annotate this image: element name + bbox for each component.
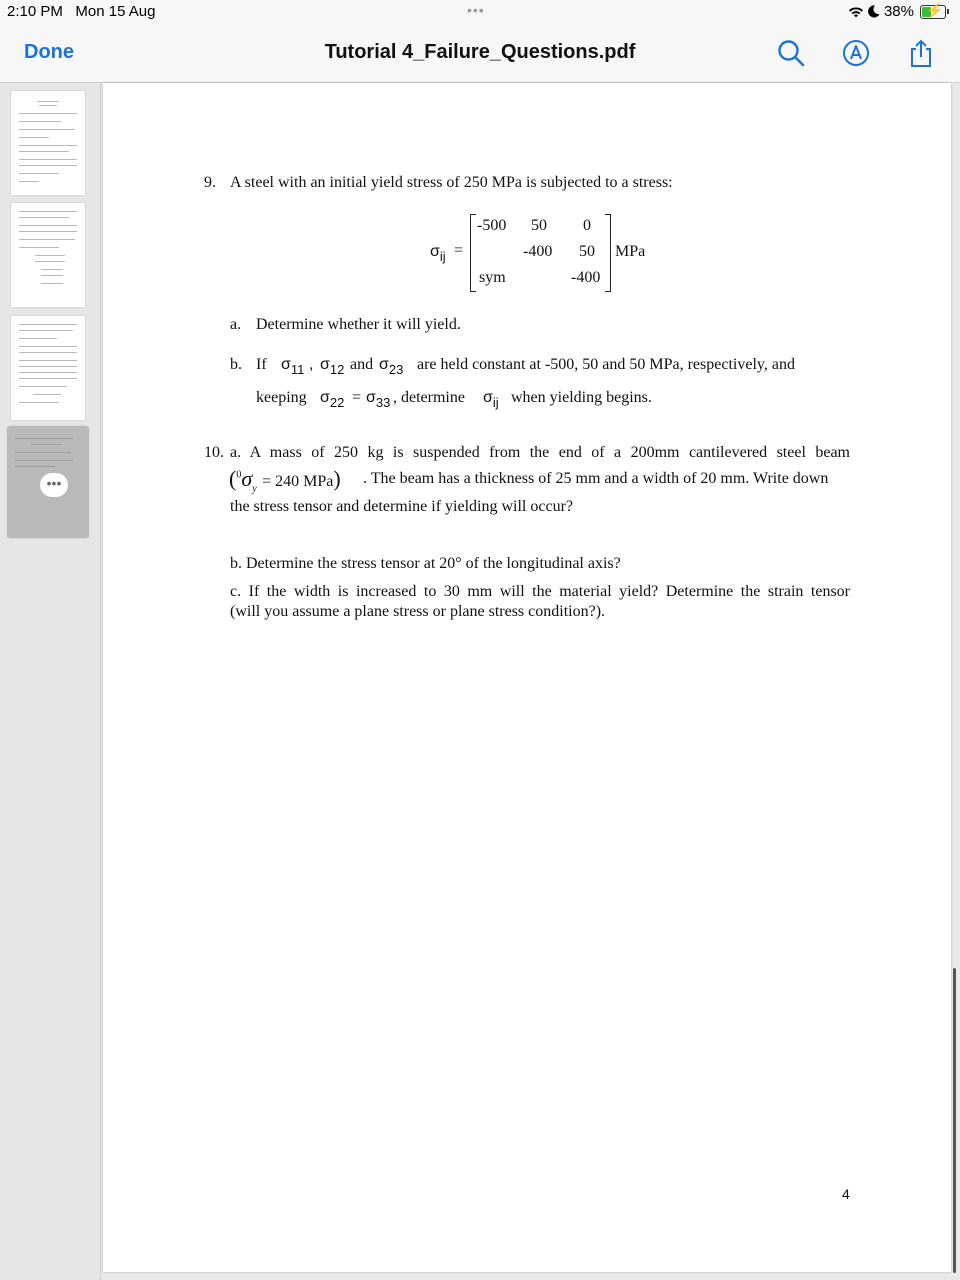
matrix-cell: -500 bbox=[477, 217, 507, 234]
sigma-33: $\sigma_{33}$ bbox=[366, 389, 391, 410]
page-thumbnail[interactable] bbox=[11, 203, 85, 307]
pdf-page bbox=[103, 83, 951, 1272]
q9a-label: a. bbox=[230, 316, 242, 333]
page-number: 4 bbox=[842, 1186, 850, 1202]
q9b-determine: , determine bbox=[393, 389, 465, 406]
q9b-keeping: keeping bbox=[256, 389, 307, 406]
page-thumbnail[interactable] bbox=[11, 91, 85, 195]
matrix-left-bracket bbox=[470, 214, 476, 292]
q9b-if: If bbox=[256, 356, 267, 373]
q9b-equals: = bbox=[352, 389, 362, 406]
q10a-line1: a. A mass of 250 kg is suspended from the end of a 200mm cantilevered steel beam bbox=[230, 444, 850, 461]
q9b-when: when yielding begins. bbox=[511, 389, 652, 406]
more-options-button[interactable]: ••• bbox=[40, 473, 68, 497]
q9a-text: Determine whether it will yield. bbox=[256, 316, 461, 333]
matrix-right-bracket bbox=[605, 214, 611, 292]
matrix-cell: 0 bbox=[583, 217, 591, 234]
matrix-cell: 50 bbox=[579, 243, 595, 260]
matrix-unit: MPa bbox=[615, 243, 646, 260]
q9-number: 9. bbox=[204, 174, 216, 191]
multitasking-dots[interactable]: ••• bbox=[467, 2, 485, 18]
status-time: 2:10 PM Mon 15 Aug bbox=[7, 3, 156, 20]
done-button[interactable]: Done bbox=[24, 41, 74, 63]
q10c-line2: (will you assume a plane stress or plane stress condition?). bbox=[230, 603, 606, 620]
matrix-cell: sym bbox=[479, 269, 506, 286]
q9b-and: and bbox=[350, 356, 374, 373]
q10c-line1: c. If the width is increased to 30 mm will the material yield? Determine the strain tensor bbox=[230, 583, 850, 600]
matrix-cell: -400 bbox=[523, 243, 553, 260]
share-icon[interactable] bbox=[906, 38, 936, 68]
sigma-12: $\sigma_{12}$ bbox=[320, 356, 345, 377]
thumbnail-sidebar bbox=[0, 83, 101, 1280]
sigma-11: $\sigma_{11}$ , bbox=[281, 356, 314, 377]
q10a-formula: ($^0\sigma_y = 240$ MPa) bbox=[229, 466, 341, 495]
scrollbar[interactable] bbox=[953, 968, 956, 1273]
matrix-sigma: $\sigma_{ij}$ bbox=[430, 243, 446, 264]
status-bar bbox=[0, 0, 960, 24]
q10a-line2: . The beam has a thickness of 25 mm and a width of 20 mm. Write down bbox=[363, 470, 829, 487]
q10-number: 10. bbox=[204, 444, 224, 461]
nav-bar bbox=[0, 24, 960, 83]
current-page-thumbnail[interactable] bbox=[7, 426, 89, 538]
sigma-22: $\sigma_{22}$ bbox=[320, 389, 345, 410]
sigma-ij: $\sigma_{ij}$ bbox=[483, 389, 499, 410]
q10a-line3: the stress tensor and determine if yielding will occur? bbox=[230, 498, 574, 515]
status-right bbox=[848, 3, 946, 20]
document-title: Tutorial 4_Failure_Questions.pdf bbox=[324, 41, 636, 63]
matrix-cell: -400 bbox=[571, 269, 601, 286]
matrix-cell: 50 bbox=[531, 217, 547, 234]
page-thumbnail[interactable] bbox=[11, 316, 85, 420]
wifi-icon bbox=[848, 6, 864, 18]
battery-icon: ⚡ bbox=[920, 5, 946, 19]
moon-icon bbox=[868, 5, 880, 18]
search-icon[interactable] bbox=[776, 38, 806, 68]
sigma-23: $\sigma_{23}$ bbox=[379, 356, 404, 377]
q9-text: A steel with an initial yield stress of 250 MPa is subjected to a stress: bbox=[230, 174, 673, 191]
matrix-equals: = bbox=[454, 242, 464, 259]
battery-percent: 38% bbox=[883, 3, 914, 20]
markup-icon[interactable] bbox=[841, 38, 871, 68]
q10b-text: b. Determine the stress tensor at 20° of the longitudinal axis? bbox=[230, 555, 621, 572]
q9b-label: b. bbox=[230, 356, 242, 373]
q9b-rest: are held constant at -500, 50 and 50 MPa, respectively, and bbox=[417, 356, 795, 373]
